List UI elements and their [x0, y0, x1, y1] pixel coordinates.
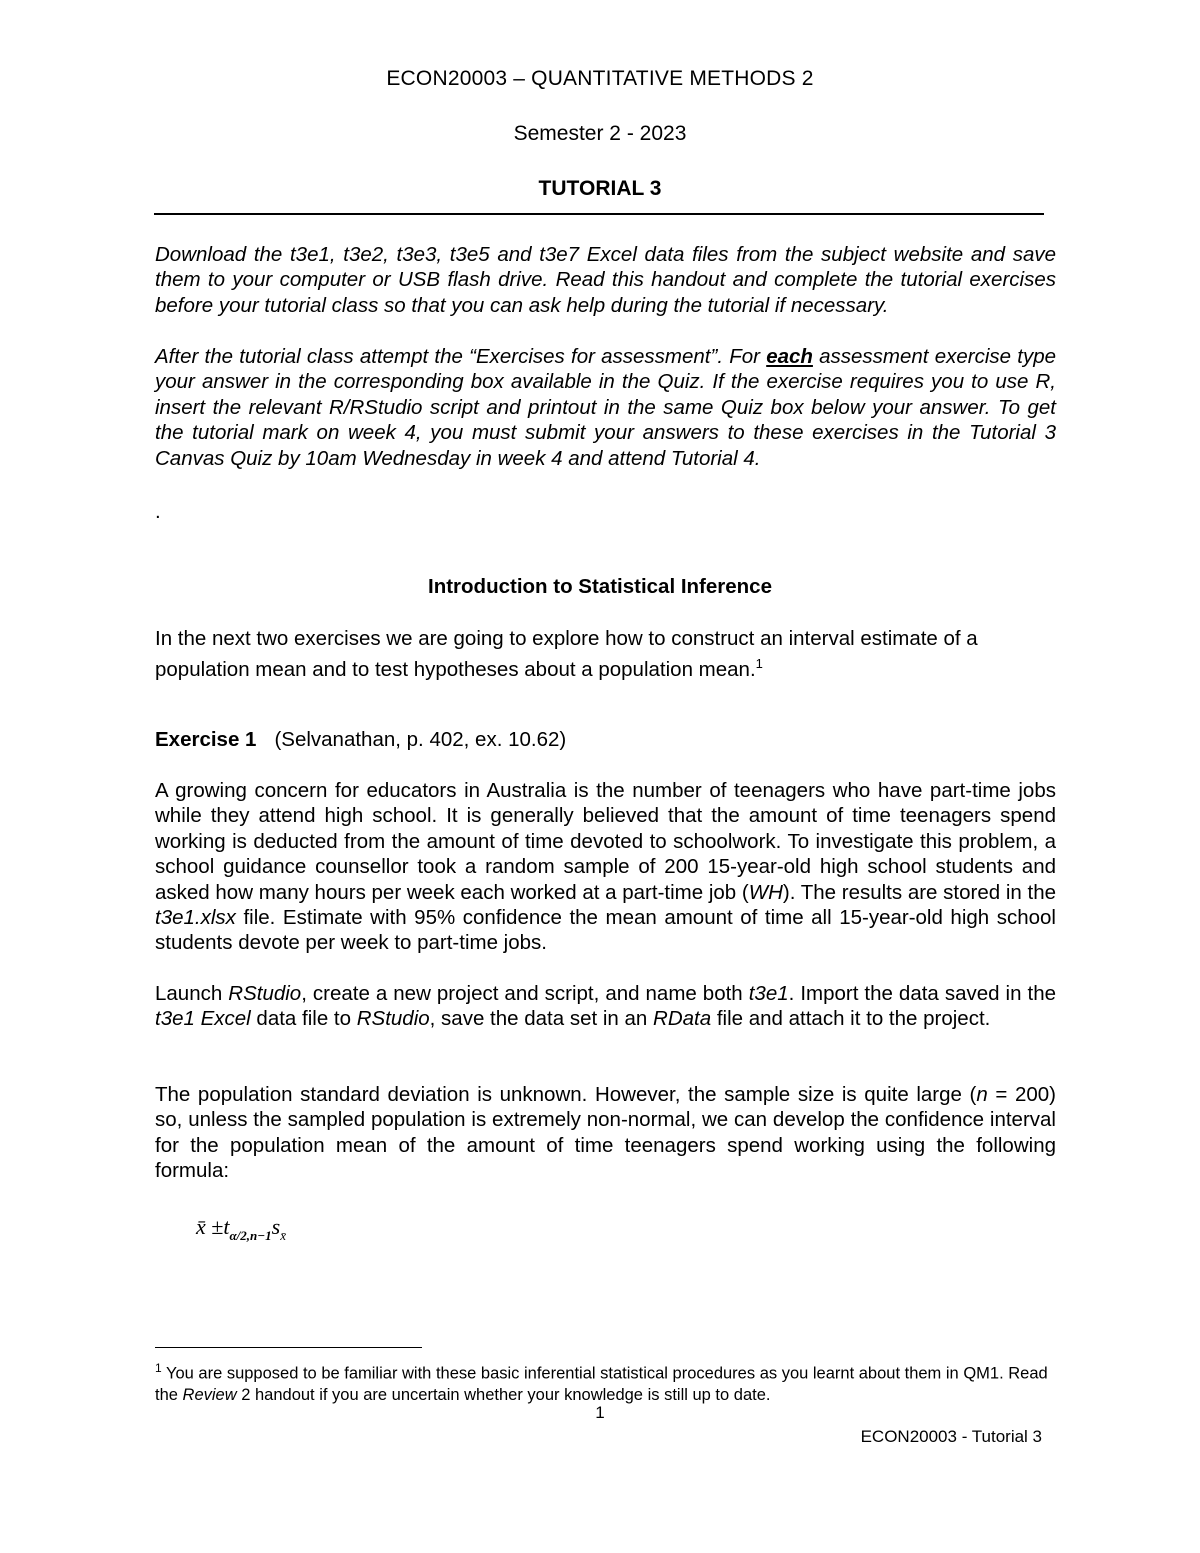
excel-file-term: t3e1 Excel	[155, 1007, 251, 1031]
page-number: 1	[595, 1403, 605, 1422]
footnote-text-1: You are supposed to be familiar with these basic inferential statistical procedures as you learnt about them in QM1. Read the	[155, 1364, 1048, 1404]
formula-s: s	[271, 1214, 281, 1239]
footnote-rule	[155, 1347, 422, 1348]
launch-text-2: , create a new project and script, and name both	[301, 982, 749, 1005]
formula-main: x̄ ±t	[196, 1214, 230, 1239]
exercise-1-source: (Selvanathan, p. 402, ex. 10.62)	[274, 728, 567, 751]
launch-text-5: , save the data set in an	[429, 1007, 654, 1031]
footnote	[155, 1358, 1055, 1406]
header-rule	[154, 213, 1044, 215]
project-name: t3e1	[748, 982, 789, 1005]
exercise-1-body-text-2: ). The results are stored in the	[782, 880, 1056, 904]
intro-paragraph-2	[155, 344, 1056, 471]
popsd-text-2: = 200) so, unless the sampled population is extremely non-normal, we can develop the confidence interval for the population mean of the amount of time teenagers spend working using the following formula:	[155, 1083, 1056, 1183]
section-intro-text: In the next two exercises we are going to explore how to construct an interval estimate of a population mean and to test hypotheses about a population mean.	[155, 627, 978, 682]
footnote-mark: 1	[155, 1361, 162, 1375]
intro-p2-before: After the tutorial class attempt the “Exercises for assessment”. For	[155, 345, 767, 368]
launch-text-4: data file to	[250, 1007, 357, 1031]
semester-label: Semester 2 - 2023	[513, 122, 687, 145]
rstudio-term: RStudio	[228, 982, 302, 1005]
footnote-text-2: 2 handout if you are uncertain whether your knowledge is still up to date.	[236, 1385, 771, 1404]
rdata-term: RData	[653, 1007, 712, 1031]
intro-p2-emphasis: each	[766, 345, 813, 368]
confidence-interval-formula	[196, 1212, 286, 1251]
population-sd-paragraph	[155, 1082, 1056, 1184]
intro-p2-after: assessment exercise type your answer in the corresponding box available in the Quiz. If the exercise requires you to use R, insert the relevant R/RStudio script and printout in the same Quiz box below your answer. To get the tutorial mark on week 4, you must submit your answers to these exercises in the Tutorial 3 Canvas Quiz by 10am Wednesday in week 4 and attend Tutorial 4.	[155, 345, 1056, 470]
exercise-1-label: Exercise 1	[155, 728, 257, 751]
sample-size-symbol: n	[976, 1083, 988, 1106]
intro-paragraph-1-text: Download the t3e1, t3e2, t3e3, t3e5 and t3e7 Excel data files from the subject website and save them to your computer or USB flash drive. Read this handout and complete the tutorial exercises before your tutorial class so that you can ask help during the tutorial if necessary.	[155, 243, 1056, 317]
footer-label: ECON20003 - Tutorial 3	[860, 1427, 1042, 1446]
popsd-text-1: The population standard deviation is unknown. However, the sample size is quite large (	[155, 1083, 977, 1106]
footnote-review-term: Review	[182, 1385, 237, 1404]
launch-paragraph	[155, 981, 1056, 1032]
course-title: ECON20003 – QUANTITATIVE METHODS 2	[386, 67, 814, 90]
launch-text-1: Launch	[155, 982, 229, 1005]
launch-text-3: . Import the data saved in the	[788, 982, 1056, 1005]
formula-s-subscript: x̄	[280, 1228, 286, 1243]
intro-dot: .	[155, 500, 161, 523]
exercise-1-heading	[155, 727, 1056, 752]
formula-t-subscript: α/2,n−1	[229, 1228, 272, 1243]
file-name: t3e1.xlsx	[155, 906, 236, 930]
footnote-ref[interactable]: 1	[755, 656, 763, 672]
intro-paragraph-1	[155, 242, 1056, 318]
exercise-1-body-text: A growing concern for educators in Australia is the number of teenagers who have part-time jobs while they attend high school. It is generally believed that the amount of time teenagers spend working is deducted from the amount of time devoted to schoolwork. To investigate this problem, a school guidance counsellor took a random sample of 200 15-year-old high school students and asked how many hours per week each worked at a part-time job (	[155, 779, 1056, 904]
section-intro	[155, 626, 1056, 683]
tutorial-title: TUTORIAL 3	[538, 177, 662, 200]
exercise-1-body	[155, 778, 1056, 956]
variable-wh: WH	[748, 880, 783, 904]
exercise-1-body-text-3: file. Estimate with 95% confidence the mean amount of time all 15-year-old high school students devote per week to part-time jobs.	[155, 906, 1056, 955]
launch-text-6: file and attach it to the project.	[711, 1007, 991, 1031]
rstudio-term-2: RStudio	[356, 1007, 430, 1031]
section-title: Introduction to Statistical Inference	[428, 575, 772, 598]
